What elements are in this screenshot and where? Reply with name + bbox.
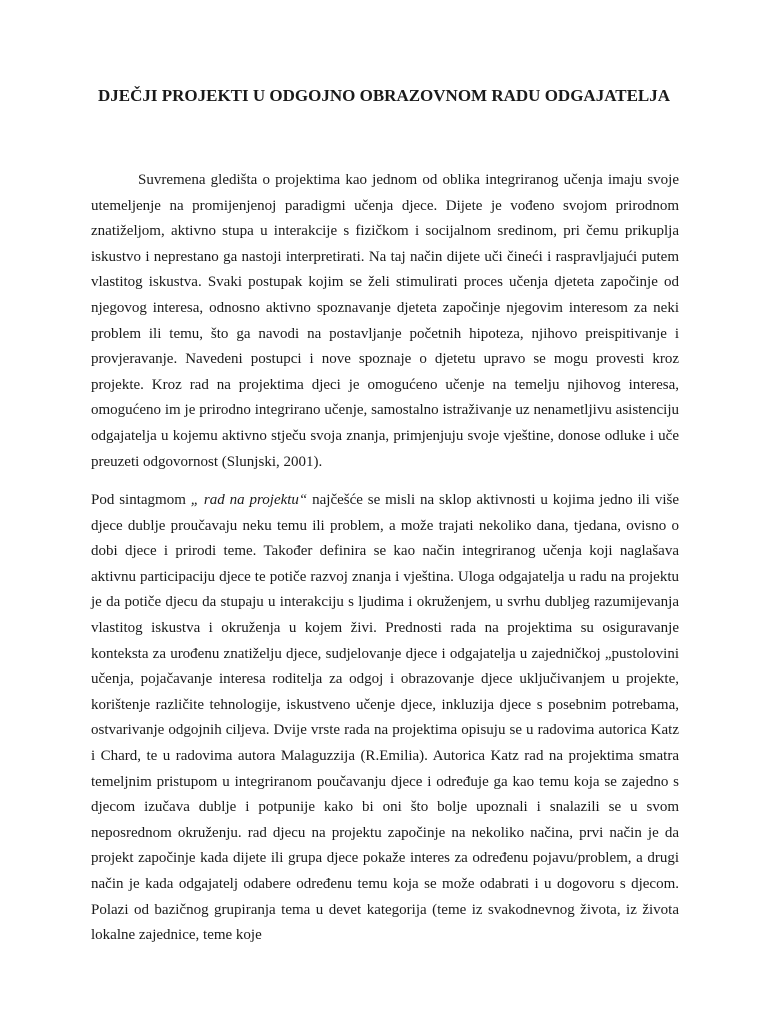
paragraph-2 — [91, 488, 679, 949]
paragraph-1: Suvremena gledišta o projektima kao jednom od oblika integriranog učenja imaju svoje utemeljenje na promijenjenoj paradigmi učenja djece. Dijete je vođeno svojom prirodnom znatiželjom, aktivno stupa u interakcije s fizičkom i socijalnom sredinom, pri čemu prikuplja iskustvo i neprestano ga nastoji interpretirati. Na taj način dijete uči čineći i raspravljajući putem vlastitog iskustva. Svaki postupak kojim se želi stimulirati proces učenja djeteta započinje od njegovog interesa, odnosno aktivno spoznavanje djeteta započinje njegovim interesom za neki problem ili temu, što ga navodi na postavljanje početnih hipoteza, njihovo preispitivanje i provjeravanje. Navedeni postupci i nove spoznaje o djetetu upravo se mogu provesti kroz projekte. Kroz rad na projektima djeci je omogućeno učenje na temelju njihovog interesa, omogućeno im je prirodno integrirano učenje, samostalno istraživanje uz nenametljivu asistenciju odgajatelja u kojemu aktivno stječu svoja znanja, primjenjuju svoje vještine, donose odluke i uče preuzeti odgovornost (Slunjski, 2001). — [91, 172, 679, 470]
paragraph-2-lead: Pod sintagmom — [91, 492, 191, 508]
paragraph-2-rest: najčešće se misli na sklop aktivnosti u kojima jedno ili više djece dublje proučavaju neku temu ili problem, a može trajati nekoliko dana, tjedana, ovisno o dobi djece i prirodi teme. Također definira se kao način integriranog učenja koji naglašava aktivnu participaciju djece te potiče razvoj znanja i vještina. Uloga odgajatelja u radu na projektu je da potiče djecu da stupaju u interakciju s ljudima i okruženjem, u svrhu dubljeg razumijevanja vlastitog iskustva i okruženja u kojem živi. Prednosti rada na projektima su osiguravanje konteksta za urođenu znatiželju djece, sudjelovanje djece i odgajatelja u zajedničkoj „pustolovini učenja, pojačavanje interesa roditelja za odgoj i obrazovanje djece uključivanjem u projekte, korištenje različite tehnologije, iskustveno učenje djece, inkluzija djece s posebnim potrebama, ostvarivanje odgojnih ciljeva. Dvije vrste rada na projektima opisuju se u radovima autorica Katz i Chard, te u radovima autora Malaguzzija (R.Emilia). Autorica Katz rad na projektima smatra temeljnim pristupom u integriranom poučavanju djece i određuje ga kao temu koja se zajedno s djecom izučava dublje i potpunije kako bi oni što bolje upoznali i snalazili se u svom neposrednom okruženju. rad djecu na projektu započinje na nekoliko načina, prvi način je da projekt započinje kada dijete ili grupa djece pokaže interes za određenu pojavu/problem, a drugi način je kada odgajatelj odabere određenu temu koja se može odabrati i u dogovoru s djecom. Polazi od bazičnog grupiranja tema u devet kategorija (teme iz svakodnevnog života, iz života lokalne zajednice, teme koje — [91, 492, 679, 944]
document-title: DJEČJI PROJEKTI U ODGOJNO OBRAZOVNOM RADU ODGAJATELJA — [97, 86, 671, 105]
paragraph-2-term: „ rad na projektu“ — [190, 492, 308, 508]
